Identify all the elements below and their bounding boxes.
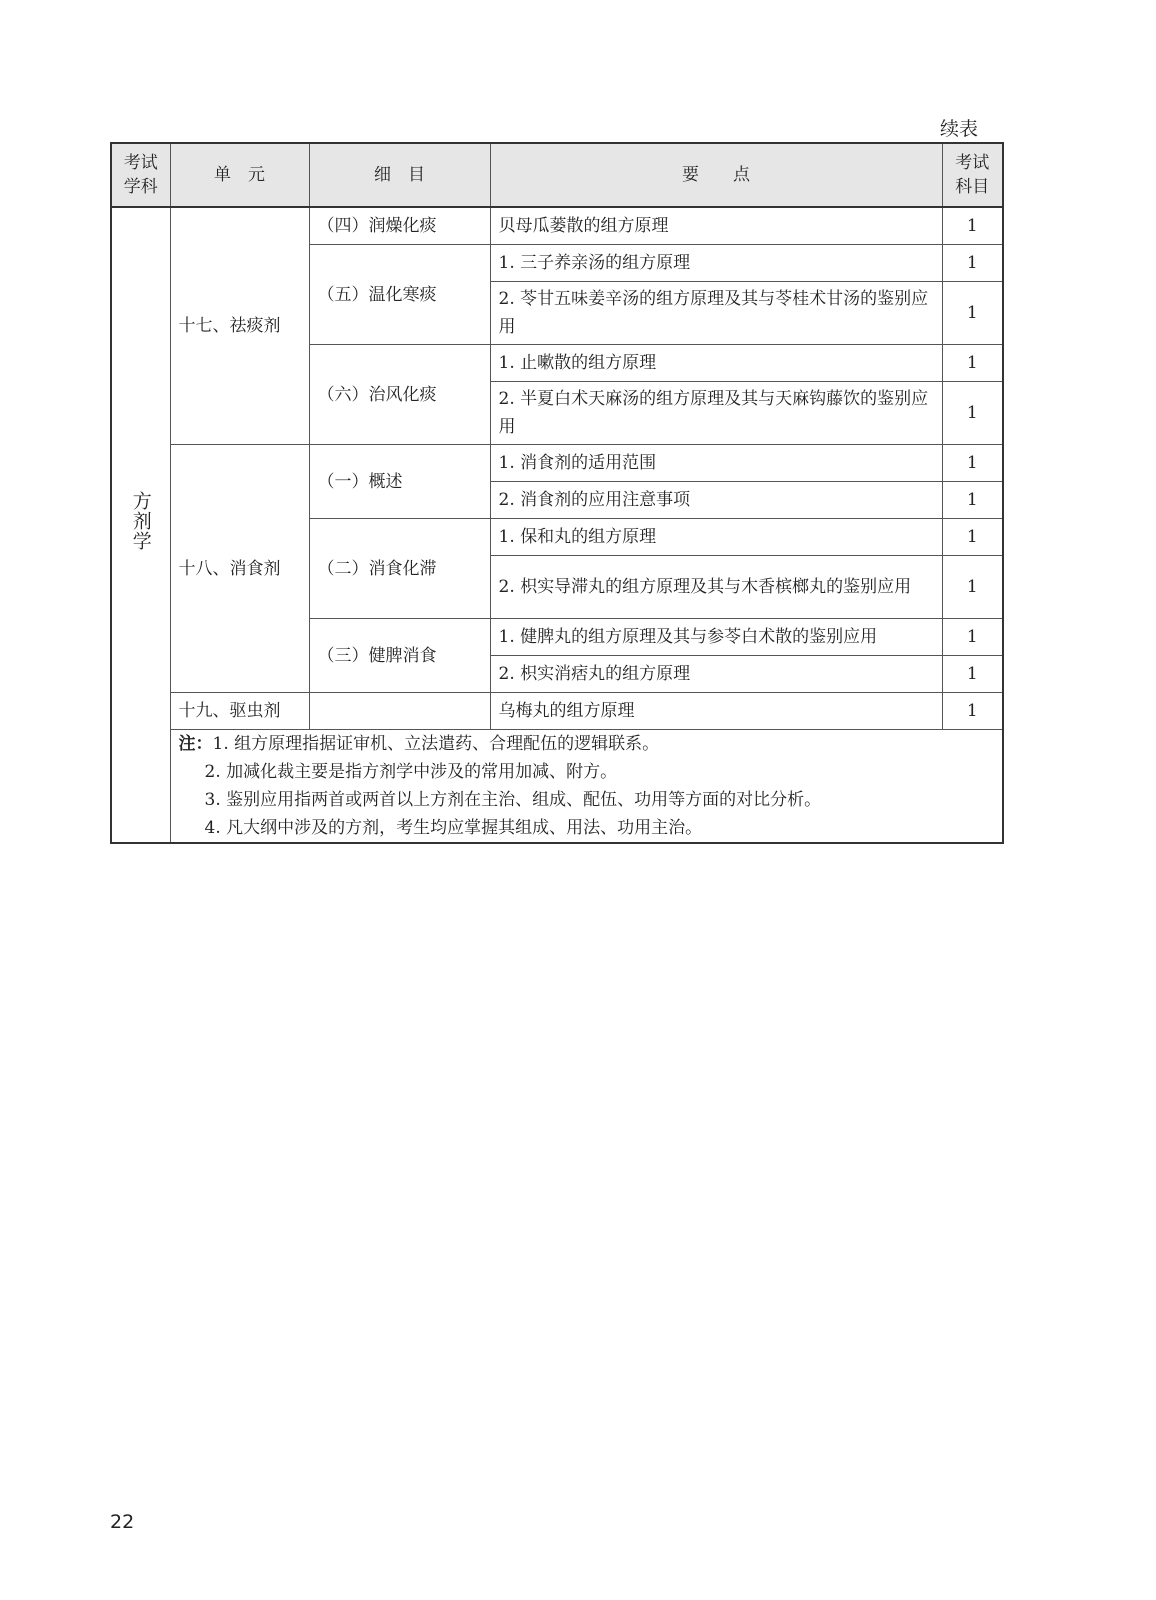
level-cell: 1 — [942, 656, 1003, 693]
level-cell: 1 — [942, 245, 1003, 282]
table-row — [111, 445, 1003, 482]
level-cell: 1 — [942, 556, 1003, 619]
subject-cell: 方剂学 — [111, 207, 170, 843]
unit-cell: 十八、消食剂 — [170, 445, 309, 693]
point-cell: 贝母瓜蒌散的组方原理 — [490, 207, 942, 245]
continued-label: 续表 — [940, 118, 979, 140]
point-cell: 乌梅丸的组方原理 — [490, 693, 942, 730]
item-cell: （二）消食化滞 — [309, 519, 490, 619]
level-cell: 1 — [942, 519, 1003, 556]
point-cell: 2. 枳实导滞丸的组方原理及其与木香槟榔丸的鉴别应用 — [490, 556, 942, 619]
note-1: 注：1. 组方原理指据证审机、立法遣药、合理配伍的逻辑联系。 — [178, 734, 660, 754]
level-cell: 1 — [942, 482, 1003, 519]
unit-cell: 十九、驱虫剂 — [170, 693, 309, 730]
item-cell — [309, 693, 490, 730]
point-cell: 1. 保和丸的组方原理 — [490, 519, 942, 556]
level-cell: 1 — [942, 619, 1003, 656]
table-row — [111, 693, 1003, 730]
header-item: 细 目 — [309, 143, 490, 207]
point-cell: 2. 枳实消痞丸的组方原理 — [490, 656, 942, 693]
item-cell: （五）温化寒痰 — [309, 245, 490, 345]
level-cell: 1 — [942, 693, 1003, 730]
table-row — [111, 207, 1003, 245]
note-4: 4. 凡大纲中涉及的方剂，考生均应掌握其组成、用法、功用主治。 — [204, 818, 703, 838]
level-cell: 1 — [942, 282, 1003, 345]
point-cell: 2. 苓甘五味姜辛汤的组方原理及其与苓桂术甘汤的鉴别应用 — [490, 282, 942, 345]
item-cell: （一）概述 — [309, 445, 490, 519]
header-unit: 单 元 — [170, 143, 309, 207]
notes-cell — [170, 730, 1003, 844]
header-subject: 考试 学科 — [111, 143, 170, 207]
item-cell: （四）润燥化痰 — [309, 207, 490, 245]
note-label: 注： — [178, 734, 213, 754]
notes-row — [111, 730, 1003, 844]
page-number: 22 — [110, 1511, 135, 1533]
point-cell: 2. 消食剂的应用注意事项 — [490, 482, 942, 519]
unit-cell: 十七、祛痰剂 — [170, 207, 309, 445]
level-cell: 1 — [942, 382, 1003, 445]
item-cell: （三）健脾消食 — [309, 619, 490, 693]
note-3: 3. 鉴别应用指两首或两首以上方剂在主治、组成、配伍、功用等方面的对比分析。 — [204, 790, 822, 810]
point-cell: 1. 止嗽散的组方原理 — [490, 345, 942, 382]
item-cell: （六）治风化痰 — [309, 345, 490, 445]
point-cell: 1. 三子养亲汤的组方原理 — [490, 245, 942, 282]
point-cell: 2. 半夏白术天麻汤的组方原理及其与天麻钩藤饮的鉴别应用 — [490, 382, 942, 445]
level-cell: 1 — [942, 445, 1003, 482]
point-cell: 1. 健脾丸的组方原理及其与参苓白术散的鉴别应用 — [490, 619, 942, 656]
note-2: 2. 加减化裁主要是指方剂学中涉及的常用加减、附方。 — [204, 762, 618, 782]
table-header-row — [111, 143, 1003, 207]
header-level: 考试 科目 — [942, 143, 1003, 207]
point-cell: 1. 消食剂的适用范围 — [490, 445, 942, 482]
syllabus-table — [110, 142, 1004, 844]
header-point: 要 点 — [490, 143, 942, 207]
level-cell: 1 — [942, 207, 1003, 245]
level-cell: 1 — [942, 345, 1003, 382]
